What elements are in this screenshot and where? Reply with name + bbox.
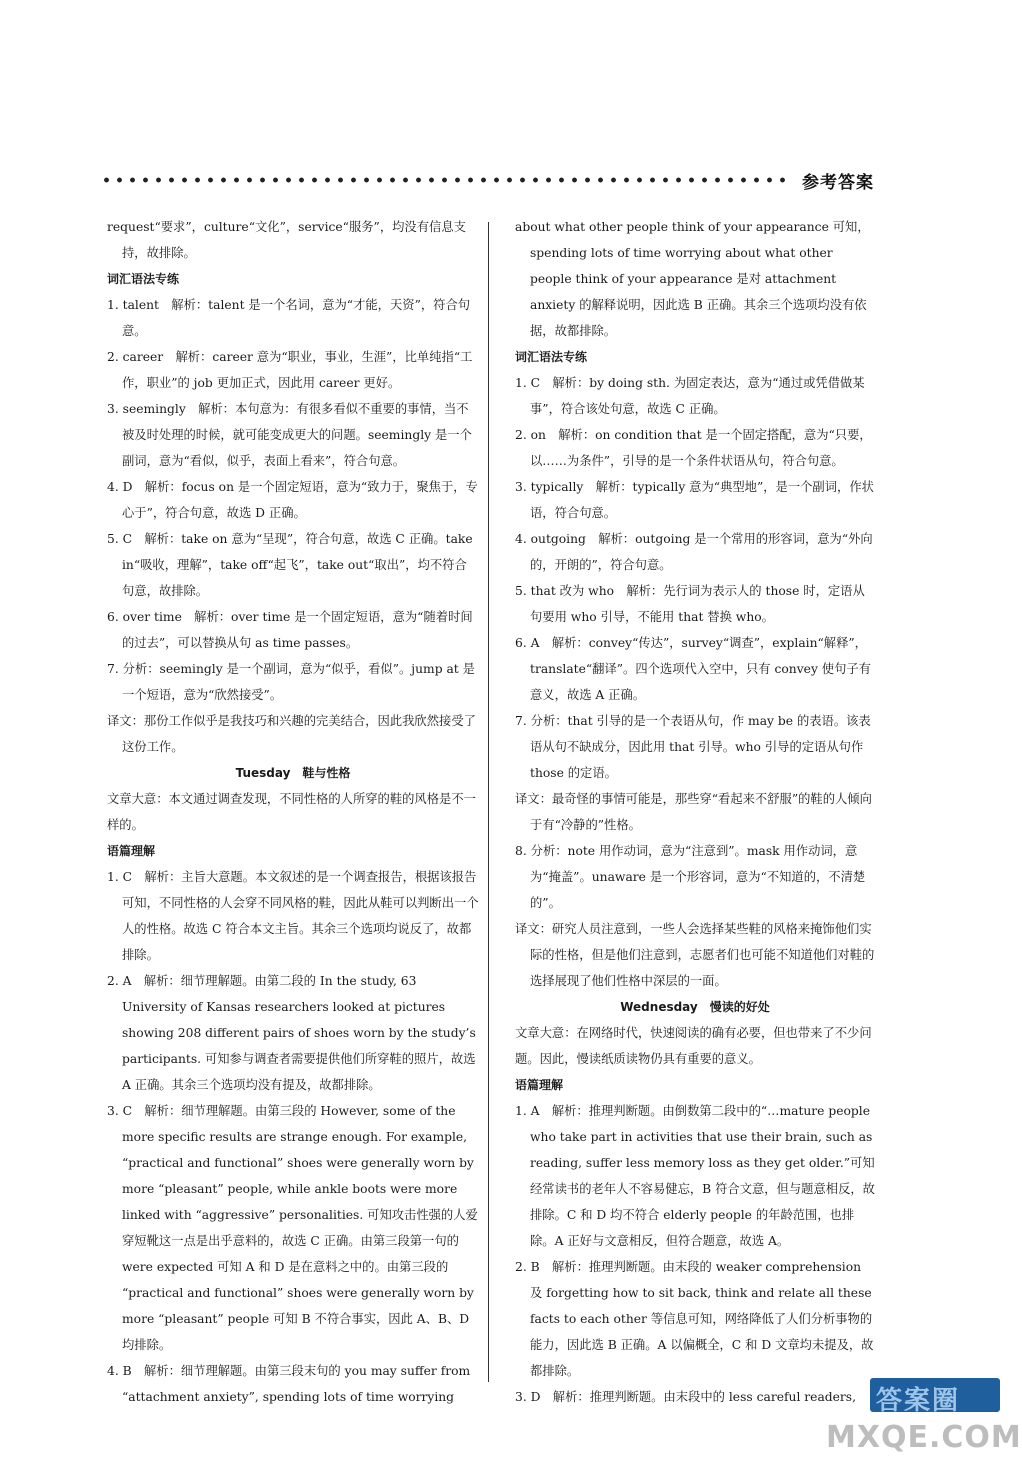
answer-paragraph: 4. D 解析：focus on 是一个固定短语，意为“致力于，聚焦于，专心于”，符合句意，故选 D 正确。: [107, 480, 478, 520]
answer-paragraph: 7. 分析：that 引导的是一个表语从句，作 may be 的表语。该表语从句不缺成分，因此用 that 引导。who 引导的定语从句作 those 的定语。: [515, 714, 871, 780]
answer-paragraph: 1. C 解析：by doing sth. 为固定表达，意为“通过或凭借做某事”，符合该处句意，故选 C 正确。: [515, 376, 865, 416]
answer-paragraph: 1. talent 解析：talent 是一个名词，意为“才能，天资”，符合句意。: [107, 298, 471, 338]
answer-paragraph: 2. career 解析：career 意为“职业，事业，生涯”，比单纯指“工作，职业”的 job 更加正式，因此用 career 更好。: [107, 350, 473, 390]
answer-paragraph: 4. B 解析：细节理解题。由第三段末句的 you may suffer from “attachment anxiety”, spending lots of time worrying: [107, 1364, 471, 1404]
column-divider: [488, 222, 489, 1382]
answer-paragraph: 4. outgoing 解析：outgoing 是一个常用的形容词，意为“外向的，开朗的”，符合句意。: [515, 532, 873, 572]
answer-paragraph: 2. B 解析：推理判断题。由末段的 weaker comprehension 及 forgetting how to sit back, think and relate all these facts to each other 等信息可知，网络降低了人们分析事物的能力，因此选 B 正确。A 以偏概全，C 和 D 文章均未提及，故都排除。: [515, 1260, 874, 1378]
answer-paragraph: 2. A 解析：细节理解题。由第二段的 In the study, 63 University of Kansas researchers looked at pictures showing 208 different pairs of shoes worn by the study’s participants. 可知参与调查者需要提供他们所穿鞋的照片，故选 A 正确。其余三个选项均没有提及，故都排除。: [107, 974, 476, 1092]
answer-paragraph: 2. on 解析：on condition that 是一个固定搭配，意为“只要，以……为条件”，引导的是一个条件状语从句，符合句意。: [515, 428, 872, 468]
section-heading: 语篇理解: [515, 1078, 564, 1092]
answer-paragraph: 译文：那份工作似乎是我技巧和兴趣的完美结合，因此我欣然接受了这份工作。: [107, 714, 476, 754]
page-header: [100, 168, 880, 198]
day-title: Tuesday 鞋与性格: [235, 766, 351, 780]
answer-paragraph: request“要求”，culture“文化”，service“服务”，均没有信息支持，故排除。: [107, 220, 466, 260]
answer-paragraph: 3. typically 解析：typically 意为“典型地”，是一个副词，作状语，符合句意。: [515, 480, 874, 520]
answer-paragraph: 5. that 改为 who 解析：先行词为表示人的 those 时，定语从句要用 who 引导，不能用 that 替换 who。: [515, 584, 865, 624]
answer-paragraph: 7. 分析：seemingly 是一个副词，意为“似乎，看似”。jump at 是一个短语，意为“欣然接受”。: [107, 662, 475, 702]
answer-paragraph: 文章大意：本文通过调查发现，不同性格的人所穿的鞋的风格是不一样的。: [107, 792, 476, 832]
right-column: [515, 214, 875, 1410]
dotted-rule: [100, 174, 790, 186]
answer-paragraph: 6. over time 解析：over time 是一个固定短语，意为“随着时间的过去”，可以替换从句 as time passes。: [107, 610, 473, 650]
answer-paragraph: 1. C 解析：主旨大意题。本文叙述的是一个调查报告，根据该报告可知，不同性格的人会穿不同风格的鞋，因此从鞋可以判断出一个人的性格。故选 C 符合本文主旨。其余三个选项均说反了，故都排除。: [107, 870, 479, 962]
answer-paragraph: 6. A 解析：convey“传达”，survey“调查”，explain“解释”，translate“翻译”。四个选项代入空中，只有 convey 使句子有意义，故选 A 正确。: [515, 636, 871, 702]
answer-paragraph: 3. D 解析：推理判断题。由末段中的 less careful readers,: [515, 1390, 857, 1404]
answer-paragraph: about what other people think of your appearance 可知，spending lots of time worrying about what other people think of your appearance 是对 attachment anxiety 的解释说明，因此选 B 正确。其余三个选项均没有依据，故都排除。: [515, 220, 870, 338]
section-heading: 词汇语法专练: [515, 350, 588, 364]
answer-paragraph: 3. seemingly 解析：本句意为：有很多看似不重要的事情，当不被及时处理的时候，就可能变成更大的问题。seemingly 是一个副词，意为“看似，似乎，表面上看来”，符合句意。: [107, 402, 472, 468]
watermark-badge-text: 答案圈: [876, 1386, 961, 1416]
answer-paragraph: 8. 分析：note 用作动词，意为“注意到”。mask 用作动词，意为“掩盖”。unaware 是一个形容词，意为“不知道的，不清楚的”。: [515, 844, 866, 910]
answer-paragraph: 5. C 解析：take on 意为“呈现”，符合句意，故选 C 正确。take in“吸收，理解”，take off“起飞”，take out“取出”，均不符合句意，故排除。: [107, 532, 473, 598]
answer-paragraph: 译文：研究人员注意到，一些人会选择某些鞋的风格来掩饰他们实际的性格，但是他们注意到，志愿者们也可能不知道他们对鞋的选择展现了他们性格中深层的一面。: [515, 922, 875, 988]
header-title: 参考答案: [802, 173, 874, 193]
section-heading: 词汇语法专练: [107, 272, 180, 286]
left-column: [107, 214, 479, 1410]
section-heading: 语篇理解: [107, 844, 156, 858]
watermark-url: MXQE.COM: [826, 1420, 1022, 1455]
answer-paragraph: 3. C 解析：细节理解题。由第三段的 However, some of the more specific results are strange enough. For example, “practical and functional” shoes were generally worn by more “pleasant” people, while ankle boots were more linked with “aggressive” personalities. 可知攻击性强的人爱穿短靴这一点是出乎意料的，故选 C 正确。由第三段第一句的 were expected 可知 A 和 D 是在意料之中的。由第三段的 “practical and functional” shoes were generally worn by more “pleasant” people 可知 B 不符合事实，因此 A、B、D 均排除。: [107, 1104, 478, 1352]
day-title: Wednesday 慢读的好处: [620, 1000, 770, 1014]
answer-paragraph: 文章大意：在网络时代，快速阅读的确有必要，但也带来了不少问题。因此，慢读纸质读物仍具有重要的意义。: [515, 1026, 872, 1066]
answer-paragraph: 1. A 解析：推理判断题。由倒数第二段中的“…mature people who take part in activities that use their brain, such as reading, suffer less memory loss as they get older.”可知经常读书的老年人不容易健忘，B 符合文意，但与题意相反，故排除。C 和 D 均不符合 elderly people 的年龄范围，也排除。A 正好与文意相反，但符合题意，故选 A。: [515, 1104, 875, 1248]
answer-paragraph: 译文：最奇怪的事情可能是，那些穿“看起来不舒服”的鞋的人倾向于有“冷静的”性格。: [515, 792, 872, 832]
